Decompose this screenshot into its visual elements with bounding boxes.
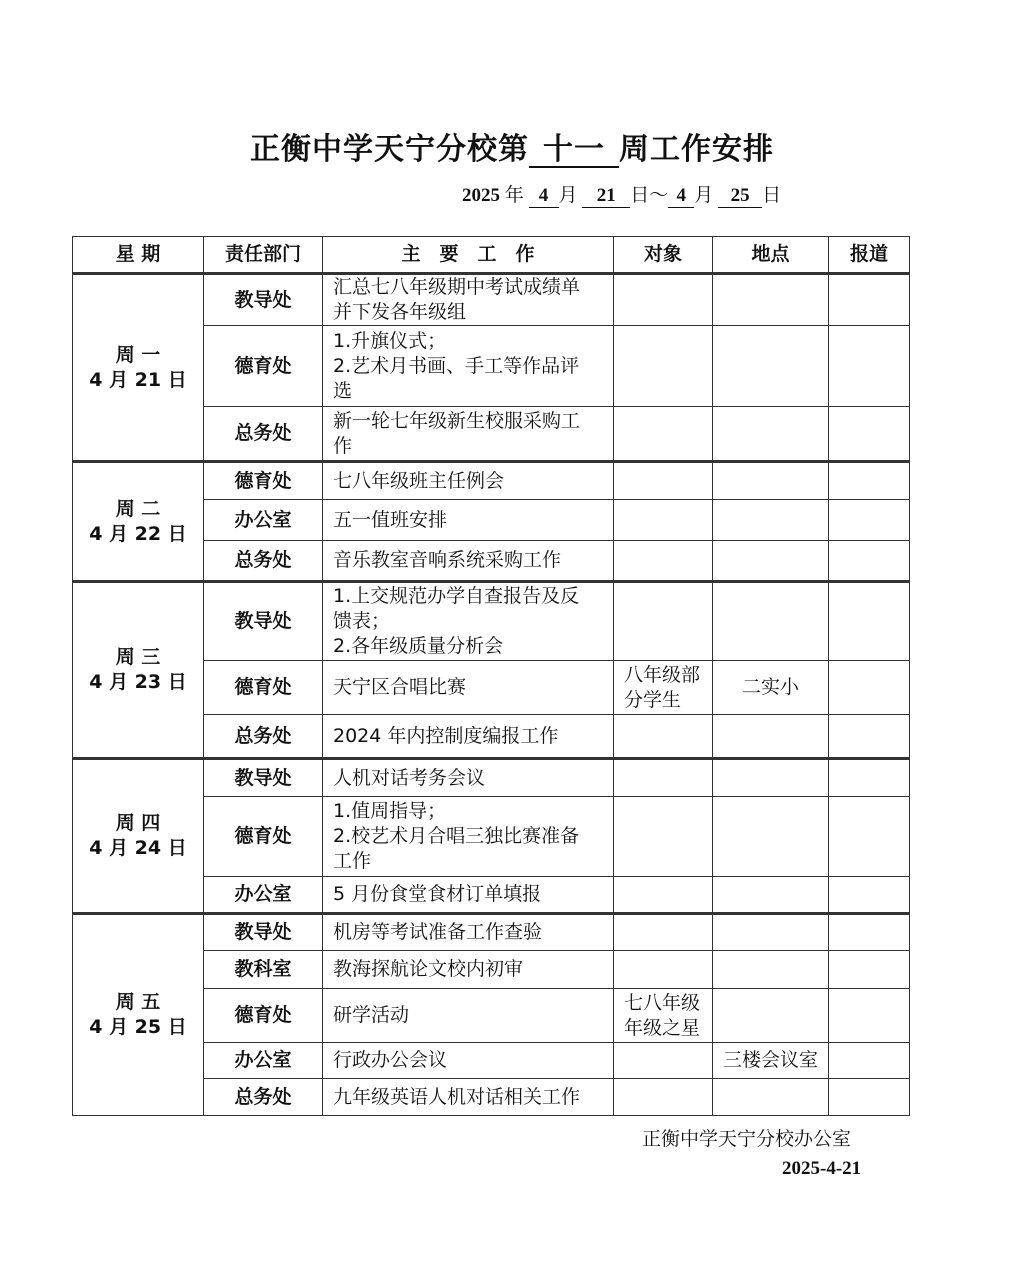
footer-date: 2025-4-21 — [782, 1158, 862, 1179]
date-year-unit: 年 — [504, 184, 524, 206]
day-cell — [73, 582, 204, 759]
target-cell — [614, 1043, 713, 1079]
work-line: 天宁区合唱比赛 — [333, 676, 467, 698]
header-dept: 责任部门 — [204, 237, 323, 274]
work-line: 汇总七八年级期中考试成绩单 — [333, 276, 581, 298]
place-cell — [713, 541, 829, 582]
place-cell — [713, 877, 829, 914]
target-cell — [614, 715, 713, 759]
work-cell — [323, 326, 614, 407]
report-cell — [829, 877, 910, 914]
weekday-label: 周 三 — [115, 646, 161, 668]
work-cell — [323, 1079, 614, 1116]
place-cell: 三楼会议室 — [713, 1043, 829, 1079]
report-cell — [829, 326, 910, 407]
day-date-label: 4 月 24 日 — [89, 837, 187, 859]
target-cell — [614, 326, 713, 407]
target-cell — [614, 759, 713, 797]
schedule-table — [72, 236, 910, 1116]
work-cell — [323, 1043, 614, 1079]
dept-cell: 教导处 — [204, 914, 323, 951]
place-cell: 二实小 — [713, 661, 829, 715]
target-line: 八年级部 — [624, 663, 701, 686]
work-line: 五一值班安排 — [333, 508, 448, 531]
date-start-day: 21 — [582, 185, 630, 208]
work-cell — [323, 877, 614, 914]
footer-office: 正衡中学天宁分校办公室 — [642, 1128, 852, 1150]
target-cell — [614, 797, 713, 877]
target-cell — [614, 1079, 713, 1116]
header-day: 星 期 — [73, 237, 204, 274]
dept-cell: 德育处 — [204, 989, 323, 1043]
day-cell — [73, 914, 204, 1116]
report-cell — [829, 715, 910, 759]
date-month-unit: 月 — [558, 184, 578, 206]
report-cell — [829, 274, 910, 326]
target-cell — [614, 274, 713, 326]
table-header-row — [73, 237, 910, 274]
report-cell — [829, 407, 910, 462]
dept-cell: 德育处 — [204, 326, 323, 407]
work-cell — [323, 407, 614, 462]
work-line: 行政办公会议 — [333, 1049, 448, 1071]
work-line: 新一轮七年级新生校服采购工 — [333, 409, 581, 432]
target-cell — [614, 462, 713, 500]
target-cell — [614, 541, 713, 582]
work-line: 2.校艺术月合唱三独比赛准备 — [333, 825, 580, 847]
work-line: 七八年级班主任例会 — [333, 469, 505, 492]
day-date-label: 4 月 22 日 — [89, 522, 187, 545]
work-cell — [323, 759, 614, 797]
report-cell — [829, 541, 910, 582]
day-date-label: 4 月 21 日 — [89, 368, 187, 391]
title-week-number: 十一 — [529, 133, 619, 168]
place-cell — [713, 914, 829, 951]
work-cell — [323, 989, 614, 1043]
dept-cell: 德育处 — [204, 462, 323, 500]
work-cell — [323, 951, 614, 989]
header-place: 地点 — [713, 237, 829, 274]
header-work: 主 要 工 作 — [323, 237, 614, 274]
header-target: 对象 — [614, 237, 713, 274]
table-row — [73, 462, 910, 500]
day-cell — [73, 462, 204, 582]
report-cell — [829, 951, 910, 989]
target-cell — [614, 914, 713, 951]
work-line: 2.各年级质量分析会 — [333, 635, 504, 657]
report-cell — [829, 582, 910, 661]
title-suffix: 周工作安排 — [619, 132, 774, 167]
dept-cell: 总务处 — [204, 715, 323, 759]
work-line: 并下发各年级组 — [333, 301, 467, 323]
place-cell — [713, 407, 829, 462]
date-day-unit: 日～ — [630, 184, 669, 206]
work-line: 馈表； — [333, 610, 391, 632]
day-cell — [73, 274, 204, 462]
work-cell — [323, 914, 614, 951]
work-cell — [323, 541, 614, 582]
date-end-day-unit: 日 — [762, 184, 782, 206]
date-end-month: 4 — [668, 185, 694, 208]
date-end-month-unit: 月 — [694, 184, 714, 206]
place-cell — [713, 326, 829, 407]
date-range — [462, 180, 781, 208]
work-cell — [323, 582, 614, 661]
table-row — [73, 274, 910, 326]
place-cell — [713, 500, 829, 541]
day-cell — [73, 759, 204, 914]
dept-cell: 总务处 — [204, 541, 323, 582]
work-line: 机房等考试准备工作查验 — [333, 921, 543, 943]
report-cell — [829, 500, 910, 541]
target-cell — [614, 582, 713, 661]
header-report: 报道 — [829, 237, 910, 274]
target-line: 分学生 — [624, 688, 682, 711]
work-line: 工作 — [333, 850, 372, 872]
place-cell — [713, 1079, 829, 1116]
target-cell — [614, 951, 713, 989]
work-cell — [323, 797, 614, 877]
report-cell — [829, 759, 910, 797]
work-line: 九年级英语人机对话相关工作 — [333, 1085, 581, 1108]
target-line: 七八年级 — [624, 991, 701, 1014]
dept-cell: 教导处 — [204, 759, 323, 797]
table-row — [73, 914, 910, 951]
dept-cell: 办公室 — [204, 877, 323, 914]
schedule-body — [73, 274, 910, 1116]
report-cell — [829, 797, 910, 877]
target-cell — [614, 877, 713, 914]
work-line: 作 — [333, 434, 353, 457]
dept-cell: 教科室 — [204, 951, 323, 989]
report-cell — [829, 1043, 910, 1079]
place-cell — [713, 951, 829, 989]
page-title — [0, 124, 1024, 168]
day-date-label: 4 月 25 日 — [89, 1016, 187, 1038]
dept-cell: 教导处 — [204, 582, 323, 661]
title-prefix: 正衡中学天宁分校第 — [250, 132, 529, 167]
work-line: 选 — [333, 379, 353, 402]
report-cell — [829, 661, 910, 715]
work-line: 1.升旗仪式； — [333, 329, 447, 352]
date-year: 2025 — [462, 185, 500, 206]
dept-cell: 德育处 — [204, 797, 323, 877]
work-line: 2.艺术月书画、手工等作品评 — [333, 354, 580, 377]
place-cell — [713, 274, 829, 326]
report-cell — [829, 989, 910, 1043]
place-cell — [713, 759, 829, 797]
dept-cell: 教导处 — [204, 274, 323, 326]
dept-cell: 总务处 — [204, 407, 323, 462]
place-cell — [713, 715, 829, 759]
table-row — [73, 582, 910, 661]
place-cell — [713, 989, 829, 1043]
work-line: 5 月份食堂食材订单填报 — [333, 883, 542, 905]
work-cell — [323, 661, 614, 715]
day-date-label: 4 月 23 日 — [89, 671, 187, 693]
work-line: 音乐教室音响系统采购工作 — [333, 549, 562, 571]
report-cell — [829, 1079, 910, 1116]
work-line: 2024 年内控制度编报工作 — [333, 724, 559, 747]
place-cell — [713, 797, 829, 877]
date-end-day: 25 — [718, 185, 762, 208]
place-cell — [713, 462, 829, 500]
work-cell — [323, 715, 614, 759]
date-start-month: 4 — [529, 185, 559, 208]
dept-cell: 办公室 — [204, 500, 323, 541]
weekday-label: 周 一 — [115, 343, 161, 366]
table-row — [73, 759, 910, 797]
work-line: 1.上交规范办学自查报告及反 — [333, 585, 580, 607]
target-cell — [614, 500, 713, 541]
work-cell — [323, 500, 614, 541]
weekday-label: 周 四 — [115, 812, 161, 834]
report-cell — [829, 462, 910, 500]
report-cell — [829, 914, 910, 951]
dept-cell: 总务处 — [204, 1079, 323, 1116]
work-cell — [323, 274, 614, 326]
weekday-label: 周 二 — [115, 497, 161, 520]
work-line: 人机对话考务会议 — [333, 766, 486, 789]
target-cell — [614, 407, 713, 462]
weekday-label: 周 五 — [115, 991, 161, 1013]
target-cell — [614, 989, 713, 1043]
dept-cell: 德育处 — [204, 661, 323, 715]
work-line: 教海探航论文校内初审 — [333, 958, 524, 980]
target-line: 年级之星 — [624, 1016, 701, 1039]
target-cell — [614, 661, 713, 715]
work-line: 研学活动 — [333, 1004, 410, 1026]
work-line: 1.值周指导； — [333, 800, 447, 822]
work-cell — [323, 462, 614, 500]
dept-cell: 办公室 — [204, 1043, 323, 1079]
place-cell — [713, 582, 829, 661]
